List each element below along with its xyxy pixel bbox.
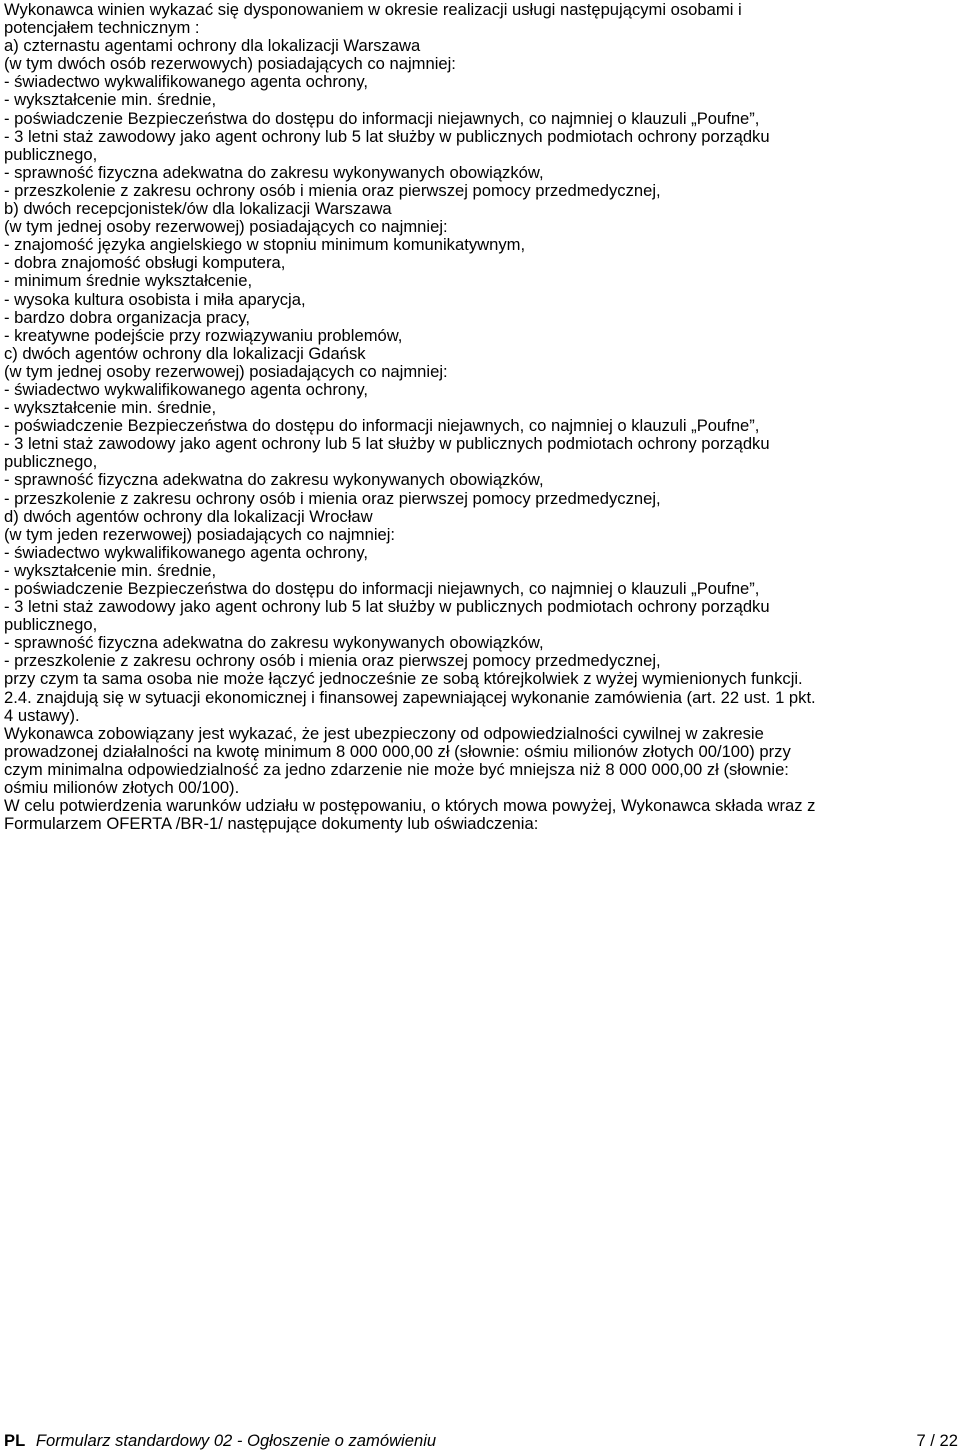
document-body	[4, 1, 956, 833]
text-line: - poświadczenie Bezpieczeństwa do dostępu do informacji niejawnych, co najmniej o klauzuli „Poufne”,	[4, 580, 760, 598]
text-line: - minimum średnie wykształcenie,	[4, 272, 253, 291]
text-line: - kreatywne podejście przy rozwiązywaniu problemów,	[4, 326, 403, 345]
text-line: - przeszkolenie z zakresu ochrony osób i mienia oraz pierwszej pomocy przedmedycznej,	[4, 181, 661, 200]
text-line: - wykształcenie min. średnie,	[4, 561, 217, 580]
text-line: (w tym jednej osoby rezerwowej) posiadających co najmniej:	[4, 362, 448, 381]
text-line: - sprawność fizyczna adekwatna do zakresu wykonywanych obowiązków,	[4, 163, 544, 182]
text-line: - wykształcenie min. średnie,	[4, 399, 217, 418]
text-line: (w tym dwóch osób rezerwowych) posiadających co najmniej:	[4, 55, 456, 74]
text-line: d) dwóch agentów ochrony dla lokalizacji Wrocław	[4, 507, 373, 526]
text-line: - sprawność fizyczna adekwatna do zakresu wykonywanych obowiązków,	[4, 634, 544, 653]
text-line: publicznego,	[4, 145, 98, 164]
text-line: ośmiu milionów złotych 00/100).	[4, 779, 240, 798]
text-line: - wysoka kultura osobista i miła aparycja,	[4, 290, 306, 309]
text-line: - 3 letni staż zawodowy jako agent ochrony lub 5 lat służby w publicznych podmiotach ochrony porządku	[4, 435, 770, 454]
text-line: potencjałem technicznym :	[4, 19, 200, 38]
text-line: W celu potwierdzenia warunków udziału w postępowaniu, o których mowa powyżej, Wykonawca składa wraz z	[4, 797, 816, 816]
text-line: - znajomość języka angielskiego w stopniu minimum komunikatywnym,	[4, 236, 526, 255]
footer-language-code: PL	[4, 1431, 26, 1450]
text-line: - przeszkolenie z zakresu ochrony osób i mienia oraz pierwszej pomocy przedmedycznej,	[4, 652, 661, 671]
text-line: (w tym jednej osoby rezerwowej) posiadających co najmniej:	[4, 218, 448, 237]
text-line: - wykształcenie min. średnie,	[4, 91, 217, 110]
text-line: Formularzem OFERTA /BR-1/ następujące dokumenty lub oświadczenia:	[4, 815, 539, 834]
text-line: publicznego,	[4, 453, 98, 472]
text-line: 4 ustawy).	[4, 706, 80, 725]
text-line: Wykonawca winien wykazać się dysponowaniem w okresie realizacji usługi następującymi osobami i	[4, 1, 742, 19]
text-line: - 3 letni staż zawodowy jako agent ochrony lub 5 lat służby w publicznych podmiotach ochrony porządku	[4, 598, 770, 617]
text-line: - świadectwo wykwalifikowanego agenta ochrony,	[4, 380, 369, 399]
text-line: - świadectwo wykwalifikowanego agenta ochrony,	[4, 73, 369, 92]
text-line: prowadzonej działalności na kwotę minimum 8 000 000,00 zł (słownie: ośmiu milionów złotych 00/100) przy	[4, 742, 791, 761]
text-line: Wykonawca zobowiązany jest wykazać, że jest ubezpieczony od odpowiedzialności cywilnej w zakresie	[4, 724, 764, 743]
text-line: 2.4. znajdują się w sytuacji ekonomicznej i finansowej zapewniającej wykonanie zamówienia (art. 22 ust. 1 pkt.	[4, 688, 816, 707]
text-line: - świadectwo wykwalifikowanego agenta ochrony,	[4, 543, 369, 562]
text-line: b) dwóch recepcjonistek/ów dla lokalizacji Warszawa	[4, 200, 392, 219]
footer-form-title: Formularz standardowy 02 - Ogłoszenie o zamówieniu	[35, 1431, 437, 1450]
text-line: - 3 letni staż zawodowy jako agent ochrony lub 5 lat służby w publicznych podmiotach ochrony porządku	[4, 127, 770, 146]
text-line: czym minimalna odpowiedzialność za jedno zdarzenie nie może być mniejsza niż 8 000 000,00 zł (słownie:	[4, 760, 789, 779]
text-line: - poświadczenie Bezpieczeństwa do dostępu do informacji niejawnych, co najmniej o klauzuli „Poufne”,	[4, 417, 760, 436]
text-line: publicznego,	[4, 616, 98, 635]
footer-page-number: 7 / 22	[916, 1431, 958, 1450]
text-line: c) dwóch agentów ochrony dla lokalizacji Gdańsk	[4, 344, 366, 363]
text-line: a) czternastu agentami ochrony dla lokalizacji Warszawa	[4, 37, 421, 56]
text-line: przy czym ta sama osoba nie może łączyć jednocześnie ze sobą którejkolwiek z wyżej wymienionych funkcji.	[4, 670, 803, 689]
page-footer	[4, 1430, 958, 1452]
text-line: - sprawność fizyczna adekwatna do zakresu wykonywanych obowiązków,	[4, 471, 544, 490]
text-line: - poświadczenie Bezpieczeństwa do dostępu do informacji niejawnych, co najmniej o klauzuli „Poufne”,	[4, 109, 760, 128]
text-line: - dobra znajomość obsługi komputera,	[4, 254, 286, 273]
text-line: - przeszkolenie z zakresu ochrony osób i mienia oraz pierwszej pomocy przedmedycznej,	[4, 489, 661, 508]
text-line: (w tym jeden rezerwowej) posiadających co najmniej:	[4, 525, 396, 544]
text-line: - bardzo dobra organizacja pracy,	[4, 308, 250, 327]
